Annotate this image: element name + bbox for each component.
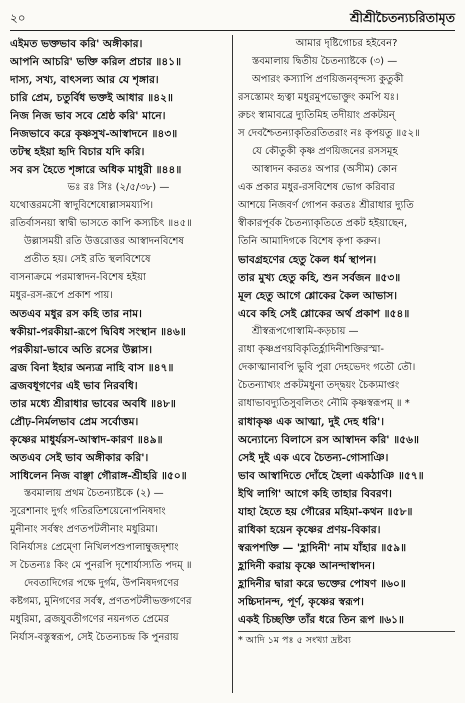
prose-line: মধুর-রস-রূপে প্রকাশ পায়। xyxy=(10,290,113,301)
prose-line: আমার দৃষ্টিগোচর হইবেন? xyxy=(295,38,398,49)
verse-line: নিজ নিজ ভাব সবে শ্রেষ্ঠ করি' মানে। xyxy=(10,110,166,122)
prose-line: স্বীকারপূর্বক চৈতন্যাকৃতিতে প্রকট হইয়াছেন, xyxy=(238,218,408,229)
page-header xyxy=(10,8,455,31)
prose-line: স দেবশ্চৈতন্যাকৃতিরতিতরাং নঃ কৃপয়তু ॥৫২॥ xyxy=(238,128,420,139)
verse-line: রাধিকা হয়েন কৃষ্ণের প্রণয়-বিকার। xyxy=(238,524,381,536)
right-column-lines xyxy=(238,35,455,629)
verse-line: অন্যোন্যে বিলাসে রস আস্বাদন করি' ॥৫৬॥ xyxy=(238,434,419,446)
prose-line: আশয়ে নিজবর্ণ গোপন করতঃ শ্রীরাধার দ্যুতি xyxy=(238,200,414,211)
verse-line: সেই দুই এক এবে চৈতন্য-গোসাঞি। xyxy=(238,452,389,464)
prose-line: শ্রীস্বরূপগোস্বামি-কড়চায় — xyxy=(252,326,359,337)
verse-line: সব রস হৈতে শৃঙ্গারে অধিক মাধুরী ॥৪৪॥ xyxy=(10,164,182,176)
prose-line: মুনীনাং সর্বস্বং প্রণতপটলীনাং মধুরিমা। xyxy=(10,524,158,535)
verse-line: সাধিলেন নিজ বাঞ্ছা গৌরাঙ্গ-শ্রীহরি ॥৫০॥ xyxy=(10,470,187,482)
running-title: শ্রীশ্রীচৈতন্যচরিতামৃত xyxy=(350,10,455,25)
prose-line: কষ্টগম্য, মুনিগণের সর্বস্ব, প্রণতপটলীভক্তগণের xyxy=(10,596,192,607)
text-columns xyxy=(10,35,455,693)
prose-line: দেবতাদিগের পক্ষে দুর্গম, উপনিষদগণের xyxy=(24,578,179,589)
prose-line: উল্লাসময়ী রতি উত্তরোত্তর আস্বাদনবিশেষ xyxy=(24,236,184,247)
verse-line: রাধাকৃষ্ণ এক আত্মা, দুই দেহ ধরি'। xyxy=(238,416,385,428)
verse-line: যাহা হৈতে হয় গৌরের মহিমা-কথন ॥৫৮॥ xyxy=(238,506,413,518)
verse-line: আপনি আচরি' ভক্তি করিল প্রচার ॥৪১॥ xyxy=(10,56,182,68)
verse-line: সচ্চিদানন্দ, পূর্ণ, কৃষ্ণের স্বরূপ। xyxy=(238,596,364,608)
prose-line: যথোত্তরমসৌ স্বাদুবিশেষোল্লাসময্যপি। xyxy=(10,200,154,211)
prose-line: নির্যাস-বস্তুস্বরূপ, সেই চৈতন্যচন্দ্র কি পুনরায় xyxy=(10,632,179,643)
verse-line: তটস্থ হইয়া হৃদি বিচার যদি করি। xyxy=(10,146,145,158)
verse-line: ব্রজবধূগণের এই ভাব নিরবধি। xyxy=(10,380,138,392)
verse-line: একই চিচ্ছক্তি তাঁর ধরে তিন রূপ ॥৬১॥ xyxy=(238,614,405,626)
prose-line: মধুরিমা, ব্রজযুবতীগণের নয়নগত প্রেমের xyxy=(10,614,170,625)
prose-line: বাসনাক্রমে পরমাস্বাদন-বিশেষ হইয়া xyxy=(10,272,146,283)
verse-line: স্বরূপশক্তি — 'হ্লাদিনী' নাম যাঁহার ॥৫৯॥ xyxy=(238,542,407,554)
prose-line: অপারং কস্যাপি প্রণয়িজনবৃন্দস্য কুতুকী xyxy=(252,74,404,85)
prose-line: রাধা কৃষ্ণপ্রণয়বিকৃতির্হ্লাদিনীশক্তিরস্মা- xyxy=(238,344,384,355)
verse-line: হ্লাদিনীর দ্বারা করে ভক্তের পোষণ ॥৬০॥ xyxy=(238,578,406,590)
verse-line: মূল হেতু আগে শ্লোকের কৈল আভাস। xyxy=(238,290,398,302)
verse-line: ভাব আস্বাদিতে দোঁহে হৈলা একঠাঞি ॥৫৭॥ xyxy=(238,470,424,482)
prose-line: আস্বাদন করতঃ অপার (অসীম) কোন xyxy=(252,164,398,175)
prose-line: যে কৌতুকী কৃষ্ণ প্রণয়িজনের রসসমূহ xyxy=(252,146,398,157)
verse-line: কৃষ্ণের মাধুর্যরস-আস্বাদ-কারণ ॥৪৯॥ xyxy=(10,434,163,446)
verse-line: দাস্য, সখ্য, বাৎসল্য আর যে শৃঙ্গার। xyxy=(10,74,159,86)
verse-line: হ্লাদিনী করায় কৃষ্ণে আনন্দাস্বাদন। xyxy=(238,560,375,572)
prose-line: এক প্রকার মধুর-রসবিশেষ ভোগ করিবার xyxy=(238,182,395,193)
right-column xyxy=(232,35,455,693)
prose-line: স্তবমালায় প্রথম চৈতন্যাষ্টকে (২) — xyxy=(24,488,164,499)
verse-line: স্বকীয়া-পরকীয়া-রূপে দ্বিবিধ সংস্থান ॥৪৬॥ xyxy=(10,326,186,338)
verse-line: প্রৌঢ়-নির্মলভাব প্রেম সর্বোত্তম। xyxy=(10,416,139,428)
prose-line: দেকাত্মানাবপি ভুবি পুরা দেহভেদং গতৌ তৌ। xyxy=(238,362,416,373)
verse-line: অতএব মধুর রস কহি তার নাম। xyxy=(10,308,142,320)
verse-line: এবে কহি সেই শ্লোকের অর্থ প্রকাশ ॥৫৪॥ xyxy=(238,308,410,320)
verse-line: চারি প্রেম, চতুর্বিধ ভক্তই আধার ॥৪২॥ xyxy=(10,92,174,104)
page-number: ২০ xyxy=(10,11,26,25)
verse-line: ইথি লাগি' আগে কহি তাহার বিবরণ। xyxy=(238,488,392,500)
prose-line: তিনি আমাদিগকে বিশেষ কৃপা করুন। xyxy=(238,236,381,247)
verse-line: অতএব সেই ভাব অঙ্গীকার করি'। xyxy=(10,452,149,464)
prose-line: স্তবমালায় দ্বিতীয় চৈতন্যাষ্টকে (৩) — xyxy=(252,56,398,67)
prose-line: প্রতীত হয়। সেই রতি স্থলবিশেষে xyxy=(24,254,151,265)
prose-line: চৈতন্যাখ্যং প্রকটমধুনা তদ্দ্বয়ং চৈক্যমাপ্তং xyxy=(238,380,400,391)
verse-line: ব্রজ বিনা ইহার অন্যত্র নাহি বাস ॥৪৭॥ xyxy=(10,362,174,374)
footnote: * আদি ১ম পঃ ৫ সংখ্যা দ্রষ্টব্য xyxy=(238,631,455,650)
prose-line: সুরেশানাং দুর্গং গতিরতিশয়েনোপনিষদাং xyxy=(10,506,166,517)
verse-line: নিজভাবে করে কৃষ্ণসুখ-আস্বাদনে ॥৪৩॥ xyxy=(10,128,178,140)
verse-line: তার মধ্যে শ্রীরাধার ভাবের অবধি ॥৪৮॥ xyxy=(10,398,176,410)
prose-line: ভঃ রঃ সিঃ (২/৫/৩৮) — xyxy=(67,182,170,193)
verse-line: তার মুখ্য হেতু কহি, শুন সর্বজন ॥৫৩॥ xyxy=(238,272,401,284)
left-column xyxy=(10,35,232,693)
verse-line: এইমত ভক্তভাব করি' অঙ্গীকার। xyxy=(10,38,143,50)
prose-line: রাধাভাবদ্যুতিসুবলিতং নৌমি কৃষ্ণস্বরূপম্ ॥ * xyxy=(238,398,410,409)
prose-line: রসস্তোমং হৃত্বা মধুরমুপভোক্তুং কমপি যঃ। xyxy=(238,92,399,103)
prose-line: স চৈতন্যঃ কিং মে পুনরপি দৃশোর্যাস্যতি পদম্ ॥ xyxy=(10,560,192,571)
prose-line: বিনির্যাসঃ প্রেম্ণো নিখিলপশুপালাম্বুজদৃশাং xyxy=(10,542,179,553)
verse-line: পরকীয়া-ভাবে অতি রসের উল্লাস। xyxy=(10,344,153,356)
prose-line: রুচং স্বামাবব্রে দ্যুতিমিহ তদীয়াং প্রকটয়ন্ xyxy=(238,110,395,121)
verse-line: ভাবগ্রহণের হেতু কৈল ধর্ম স্থাপন। xyxy=(238,254,377,266)
prose-line: রতির্বাসনয়া স্বাদ্বী ভাসতে কাপি কস্যচিৎ ॥৪৫॥ xyxy=(10,218,192,229)
